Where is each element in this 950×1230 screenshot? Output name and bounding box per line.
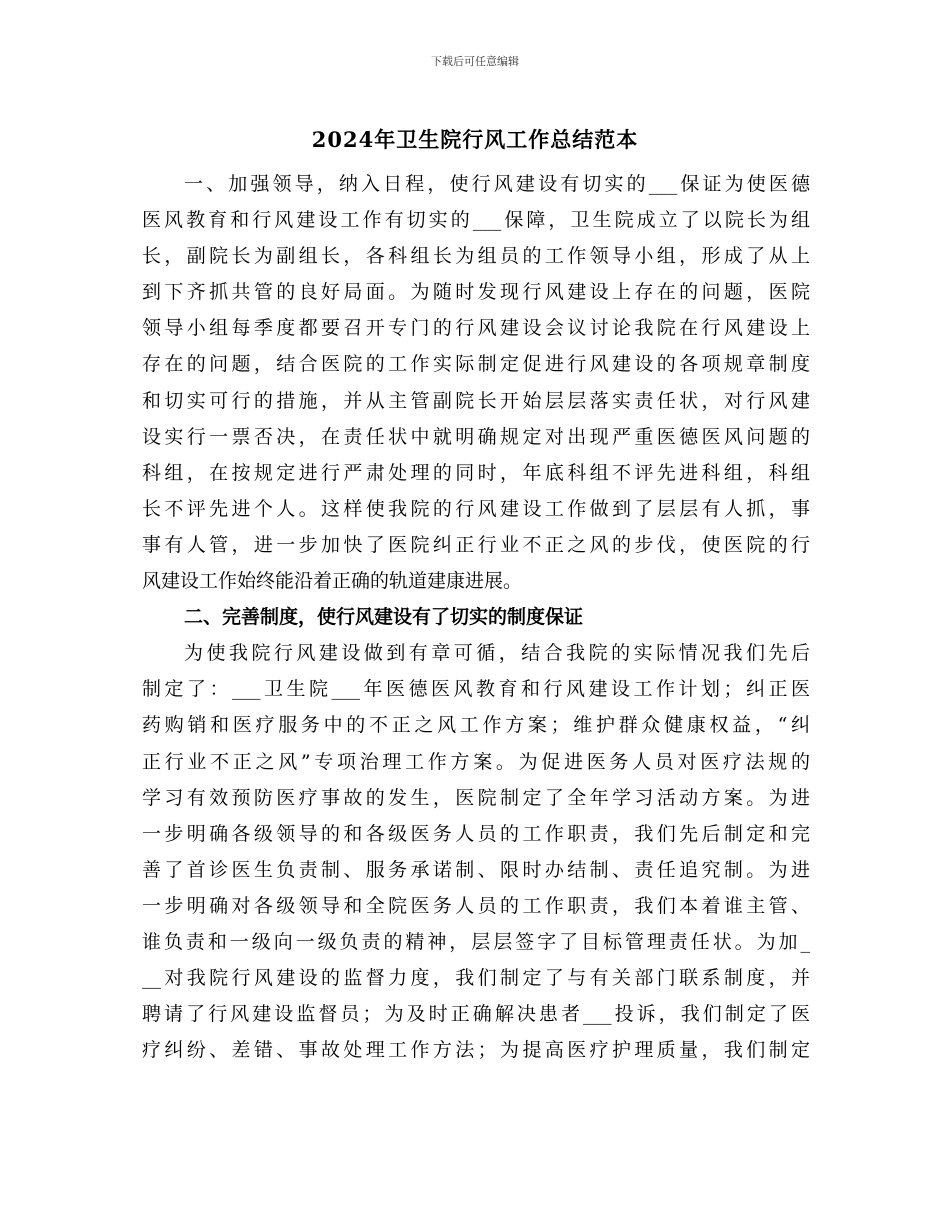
paragraph-line: 设实行一票否决，在责任状中就明确规定对出现严重医德医风问题的	[142, 425, 810, 448]
paragraph-line: 一步明确各级领导的和各级医务人员的工作职责，我们先后制定和完	[142, 822, 810, 845]
section-2-heading: 二、完善制度，使行风建设有了切实的制度保证	[184, 606, 584, 629]
paragraph-line: 医风教育和行风建设工作有切实的___保障，卫生院成立了以院长为组	[142, 209, 810, 232]
paragraph-line: 和切实可行的措施，并从主管副院长开始层层落实责任状，对行风建	[142, 389, 810, 412]
paragraph-line: 聘请了行风建设监督员；为及时正确解决患者___投诉，我们制定了医	[142, 1003, 810, 1026]
paragraph-line: 一步明确对各级领导和全院医务人员的工作职责，我们本着谁主管、	[142, 894, 810, 917]
paragraph-line: 一、加强领导，纳入日程，使行风建设有切实的___保证为使医德	[184, 173, 810, 195]
paragraph-line: 长，副院长为副组长，各科组长为组员的工作领导小组，形成了从上	[142, 245, 810, 268]
paragraph-line: __对我院行风建设的监督力度，我们制定了与有关部门联系制度，并	[142, 967, 810, 990]
paragraph-line: 善了首诊医生负责制、服务承诺制、限时办结制、责任追究制。为进	[142, 858, 810, 881]
section-1	[142, 166, 810, 599]
paragraph-line: 药购销和医疗服务中的不正之风工作方案；维护群众健康权益，“纠	[142, 714, 810, 737]
section-2	[142, 635, 810, 1068]
header-note: 下载后可任意编辑	[431, 55, 519, 68]
paragraph-line: 为使我院行风建设做到有章可循，结合我院的实际情况我们先后	[184, 642, 810, 665]
paragraph-line: 风建设工作始终能沿着正确的轨道建康进展。	[142, 570, 523, 593]
document-title: 2024年卫生院行风工作总结范本	[311, 127, 639, 152]
paragraph-line: 存在的问题，结合医院的工作实际制定促进行风建设的各项规章制度	[142, 353, 810, 376]
document-body	[142, 166, 810, 1068]
paragraph-line: 事有人管，进一步加快了医院纠正行业不正之风的步伐，使医院的行	[142, 533, 810, 556]
paragraph-line: 疗纠纷、差错、事故处理工作方法；为提高医疗护理质量，我们制定	[142, 1039, 810, 1062]
paragraph-line: 谁负责和一级向一级负责的精神，层层签字了目标管理责任状。为加_	[142, 930, 810, 953]
paragraph-line: 科组，在按规定进行严肃处理的同时，年底科组不评先进科组，科组	[142, 461, 810, 484]
paragraph-line: 学习有效预防医疗事故的发生，医院制定了全年学习活动方案。为进	[142, 786, 810, 809]
paragraph-line: 到下齐抓共管的良好局面。为随时发现行风建设上存在的问题，医院	[142, 281, 810, 304]
paragraph-line: 制定了：___卫生院___年医德医风教育和行风建设工作计划；纠正医	[142, 678, 810, 701]
paragraph-line: 领导小组每季度都要召开专门的行风建设会议讨论我院在行风建设上	[142, 317, 810, 340]
paragraph-line: 长不评先进个人。这样使我院的行风建设工作做到了层层有人抓，事	[142, 497, 810, 520]
paragraph-line: 正行业不正之风”专项治理工作方案。为促进医务人员对医疗法规的	[142, 750, 810, 773]
